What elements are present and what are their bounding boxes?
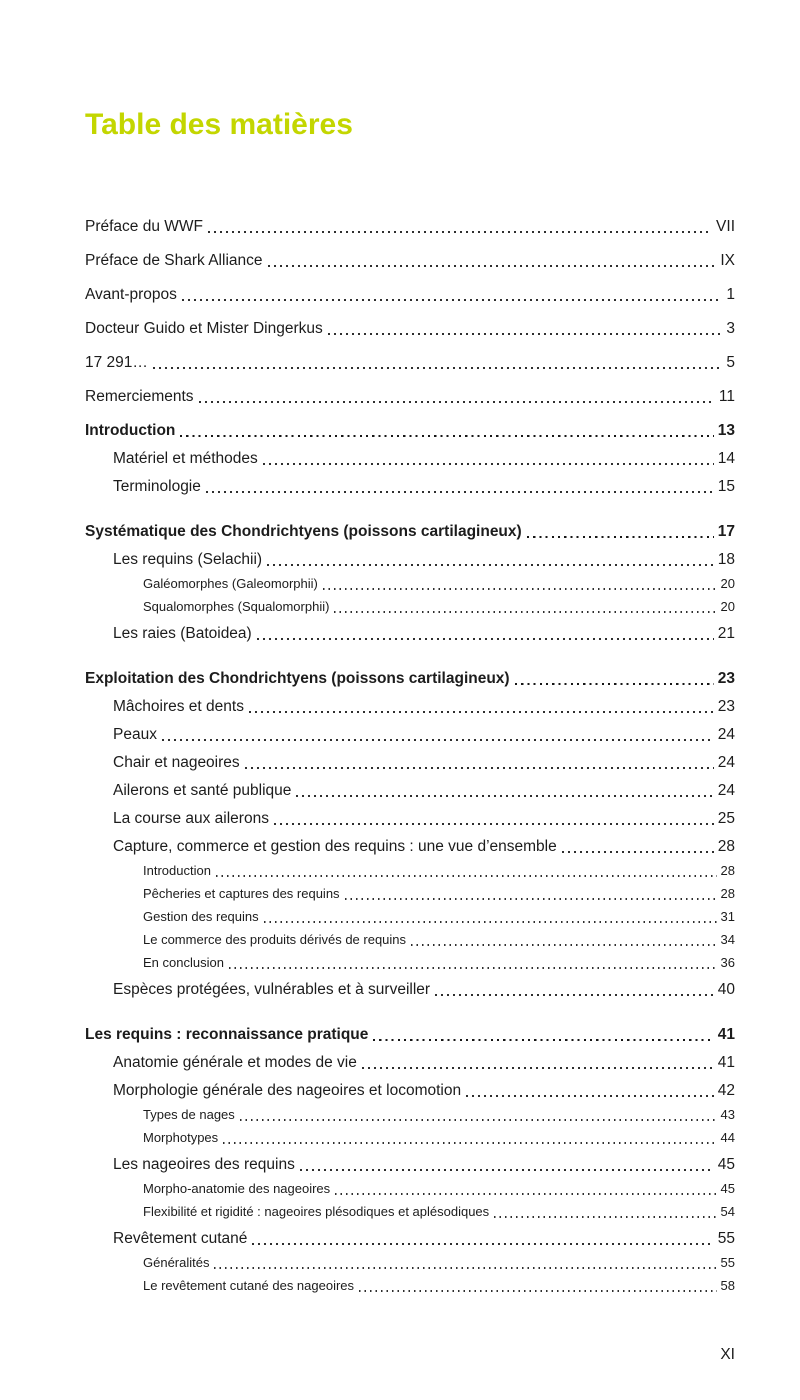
toc-entry-label: Anatomie générale et modes de vie xyxy=(113,1054,357,1071)
toc-entry xyxy=(85,251,735,270)
toc-leader-dots xyxy=(494,1216,716,1218)
toc-entry-page: 54 xyxy=(720,1204,735,1219)
toc-entry-page: 18 xyxy=(717,551,735,568)
toc-entry-page: 58 xyxy=(720,1278,735,1293)
toc-entry-label: Les requins (Selachii) xyxy=(113,551,263,568)
toc-entry-label: Galéomorphes (Galeomorphii) xyxy=(143,576,318,591)
toc-entry-page: 45 xyxy=(720,1181,735,1196)
toc-entry xyxy=(85,954,735,971)
toc-entry-label: Mâchoires et dents xyxy=(113,698,244,715)
toc-leader-dots xyxy=(268,265,717,267)
toc-leader-dots xyxy=(335,1193,716,1195)
toc-entry-label: Squalomorphes (Squalomorphii) xyxy=(143,599,330,614)
toc-entry-label: Remerciements xyxy=(85,388,194,405)
toc-entry xyxy=(85,1229,735,1248)
toc-leader-dots xyxy=(515,683,714,685)
toc-entry xyxy=(85,1277,735,1294)
toc-leader-dots xyxy=(411,944,717,946)
toc-entry xyxy=(85,1053,735,1072)
toc-leader-dots xyxy=(562,851,714,853)
toc-entry-label: Préface de Shark Alliance xyxy=(85,252,263,269)
toc-leader-dots xyxy=(180,435,713,437)
toc-entry xyxy=(85,1254,735,1271)
toc-entry-page: 42 xyxy=(717,1082,735,1099)
toc-entry xyxy=(85,908,735,925)
toc-entry-page: 28 xyxy=(720,886,735,901)
toc-entry-page: 17 xyxy=(717,523,735,540)
toc-entry-label: Types de nages xyxy=(143,1107,235,1122)
toc-leader-dots xyxy=(527,536,714,538)
toc-entry xyxy=(85,1106,735,1123)
toc-leader-dots xyxy=(362,1067,714,1069)
toc-entry xyxy=(85,522,735,541)
toc-entry xyxy=(85,980,735,999)
toc-entry xyxy=(85,809,735,828)
toc-entry-page: 20 xyxy=(720,599,735,614)
toc-entry-label: Gestion des requins xyxy=(143,909,259,924)
toc-entry-page: 40 xyxy=(717,981,735,998)
toc-entry-page: IX xyxy=(720,252,735,269)
toc-entry xyxy=(85,353,735,372)
page-number: XI xyxy=(720,1346,735,1363)
toc-entry-label: Systématique des Chondrichtyens (poissons cartilagineux) xyxy=(85,523,522,540)
toc-entry-page: 14 xyxy=(717,450,735,467)
toc-entry-label: Les requins : reconnaissance pratique xyxy=(85,1026,369,1043)
toc-entry-page: 43 xyxy=(720,1107,735,1122)
toc-leader-dots xyxy=(296,795,713,797)
toc-leader-dots xyxy=(257,638,714,640)
toc-entry-label: Flexibilité et rigidité : nageoires plésodiques et aplésodiques xyxy=(143,1204,490,1219)
toc-list xyxy=(85,217,735,1294)
toc-entry xyxy=(85,1203,735,1220)
toc-entry-page: 25 xyxy=(717,810,735,827)
toc-entry-label: Revêtement cutané xyxy=(113,1230,248,1247)
toc-entry xyxy=(85,1155,735,1174)
toc-leader-dots xyxy=(162,739,714,741)
page-title: Table des matières xyxy=(85,108,353,141)
toc-entry xyxy=(85,575,735,592)
toc-entry xyxy=(85,217,735,236)
toc-entry xyxy=(85,477,735,496)
toc-entry xyxy=(85,753,735,772)
toc-entry-page: 55 xyxy=(717,1230,735,1247)
toc-entry-page: 28 xyxy=(720,863,735,878)
toc-entry xyxy=(85,387,735,406)
toc-leader-dots xyxy=(240,1119,717,1121)
toc-leader-dots xyxy=(153,367,722,369)
toc-leader-dots xyxy=(249,711,714,713)
toc-leader-dots xyxy=(373,1039,713,1041)
toc-entry-label: Morpho-anatomie des nageoires xyxy=(143,1181,331,1196)
toc-entry xyxy=(85,1129,735,1146)
toc-entry xyxy=(85,1025,735,1044)
toc-entry xyxy=(85,550,735,569)
toc-leader-dots xyxy=(334,611,716,613)
toc-entry-page: VII xyxy=(716,218,735,235)
toc-entry xyxy=(85,697,735,716)
toc-entry xyxy=(85,931,735,948)
toc-entry xyxy=(85,862,735,879)
toc-entry-label: Les raies (Batoidea) xyxy=(113,625,252,642)
toc-leader-dots xyxy=(182,299,722,301)
toc-leader-dots xyxy=(216,875,717,877)
toc-entry-page: 28 xyxy=(717,838,735,855)
toc-leader-dots xyxy=(466,1095,714,1097)
toc-entry-label: 17 291… xyxy=(85,354,148,371)
toc-entry-page: 21 xyxy=(717,625,735,642)
toc-entry xyxy=(85,421,735,440)
toc-entry-page: 34 xyxy=(720,932,735,947)
toc-entry xyxy=(85,285,735,304)
toc-entry-page: 24 xyxy=(717,782,735,799)
toc-leader-dots xyxy=(252,1243,713,1245)
toc-leader-dots xyxy=(223,1142,716,1144)
toc-entry-label: Généralités xyxy=(143,1255,210,1270)
toc-entry-label: La course aux ailerons xyxy=(113,810,269,827)
toc-entry-label: Introduction xyxy=(85,422,176,439)
toc-entry-label: Pêcheries et captures des requins xyxy=(143,886,340,901)
toc-leader-dots xyxy=(208,231,712,233)
toc-entry xyxy=(85,624,735,643)
toc-leader-dots xyxy=(267,564,714,566)
toc-entry-page: 23 xyxy=(717,698,735,715)
toc-entry-page: 24 xyxy=(717,754,735,771)
toc-entry-page: 36 xyxy=(720,955,735,970)
toc-entry-page: 55 xyxy=(720,1255,735,1270)
toc-entry-page: 24 xyxy=(717,726,735,743)
toc-entry xyxy=(85,837,735,856)
toc-leader-dots xyxy=(359,1290,717,1292)
toc-entry-label: Morphotypes xyxy=(143,1130,219,1145)
toc-entry-page: 41 xyxy=(717,1054,735,1071)
toc-entry xyxy=(85,1081,735,1100)
toc-entry-label: Docteur Guido et Mister Dingerkus xyxy=(85,320,323,337)
toc-entry-page: 3 xyxy=(726,320,735,337)
toc-entry-page: 11 xyxy=(718,388,735,405)
toc-entry xyxy=(85,669,735,688)
toc-entry-page: 31 xyxy=(720,909,735,924)
toc-leader-dots xyxy=(274,823,714,825)
toc-entry-label: Le commerce des produits dérivés de requins xyxy=(143,932,407,947)
toc-entry-page: 44 xyxy=(720,1130,735,1145)
toc-entry-label: Espèces protégées, vulnérables et à surveiller xyxy=(113,981,431,998)
toc-leader-dots xyxy=(206,491,714,493)
toc-entry xyxy=(85,781,735,800)
toc-entry-label: Capture, commerce et gestion des requins : une vue d’ensemble xyxy=(113,838,557,855)
toc-entry xyxy=(85,725,735,744)
toc-entry-label: Le revêtement cutané des nageoires xyxy=(143,1278,355,1293)
toc-entry-label: Exploitation des Chondrichtyens (poissons cartilagineux) xyxy=(85,670,510,687)
toc-entry-label: Chair et nageoires xyxy=(113,754,240,771)
toc-entry-label: Les nageoires des requins xyxy=(113,1156,295,1173)
toc-leader-dots xyxy=(328,333,723,335)
toc-entry-label: Morphologie générale des nageoires et locomotion xyxy=(113,1082,462,1099)
toc-entry-label: En conclusion xyxy=(143,955,224,970)
toc-entry-page: 1 xyxy=(726,286,735,303)
toc-leader-dots xyxy=(199,401,715,403)
toc-entry-label: Introduction xyxy=(143,863,211,878)
toc-entry-page: 20 xyxy=(720,576,735,591)
toc-entry-label: Préface du WWF xyxy=(85,218,203,235)
toc-entry xyxy=(85,1180,735,1197)
toc-entry-label: Peaux xyxy=(113,726,157,743)
toc-entry-label: Avant-propos xyxy=(85,286,177,303)
toc-entry-label: Matériel et méthodes xyxy=(113,450,258,467)
toc-entry xyxy=(85,598,735,615)
toc-leader-dots xyxy=(323,588,717,590)
toc-leader-dots xyxy=(245,767,714,769)
toc-entry-page: 13 xyxy=(717,422,735,439)
toc-entry xyxy=(85,885,735,902)
toc-leader-dots xyxy=(229,967,717,969)
toc-entry-page: 5 xyxy=(726,354,735,371)
toc-entry-label: Terminologie xyxy=(113,478,201,495)
toc-entry xyxy=(85,449,735,468)
toc-entry-page: 41 xyxy=(717,1026,735,1043)
toc-leader-dots xyxy=(435,994,714,996)
toc-entry-page: 23 xyxy=(717,670,735,687)
toc-entry-page: 15 xyxy=(717,478,735,495)
toc-entry xyxy=(85,319,735,338)
toc-leader-dots xyxy=(300,1169,714,1171)
toc-leader-dots xyxy=(214,1267,716,1269)
toc-leader-dots xyxy=(345,898,717,900)
toc-leader-dots xyxy=(264,921,717,923)
toc-entry-label: Ailerons et santé publique xyxy=(113,782,292,799)
toc-entry-page: 45 xyxy=(717,1156,735,1173)
toc-leader-dots xyxy=(263,463,714,465)
